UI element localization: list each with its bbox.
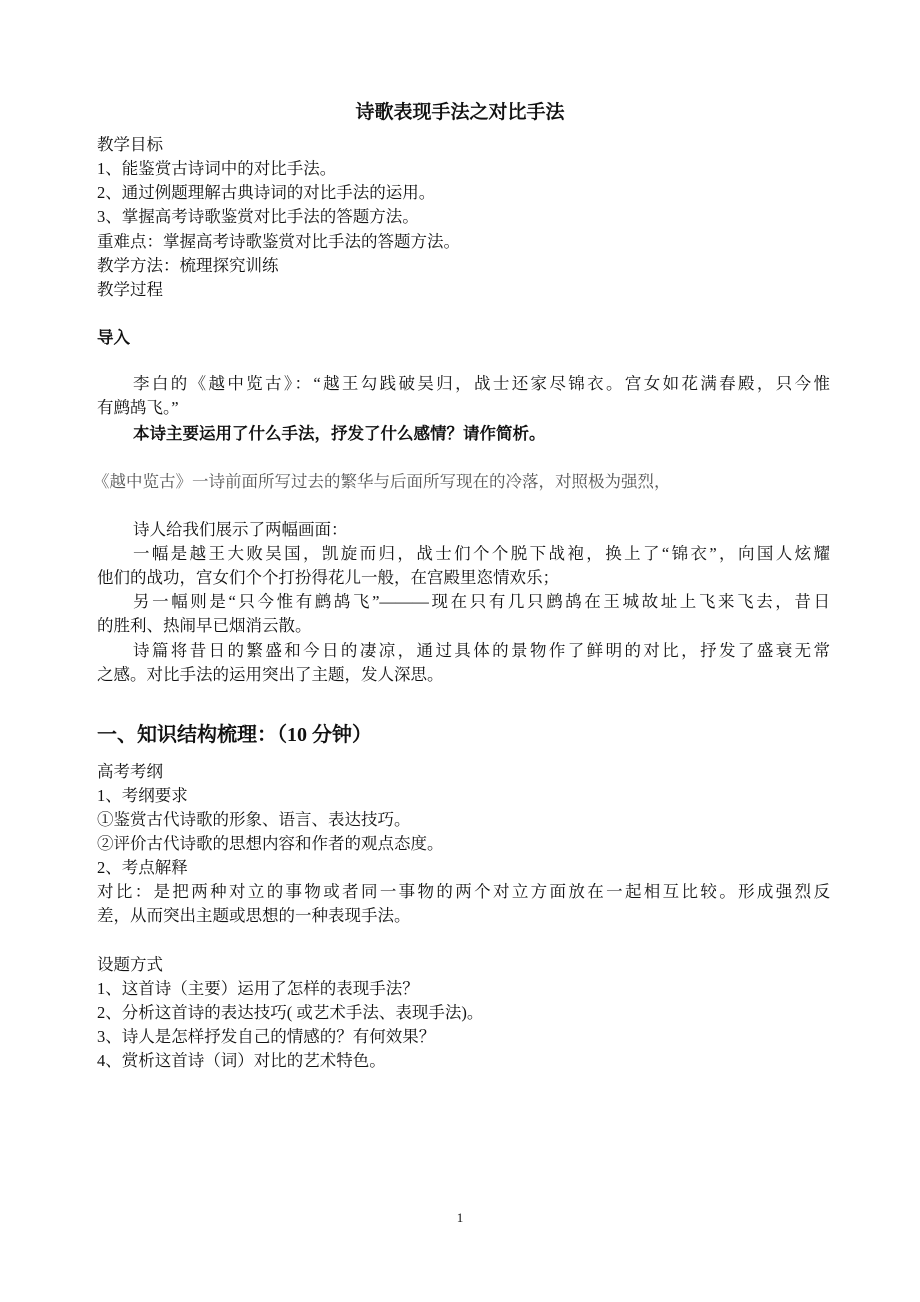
objective-item: 1、能鉴赏古诗词中的对比手法。 [97, 159, 337, 178]
intro-question: 本诗主要运用了什么手法，抒发了什么感情？请作简析。 [133, 424, 546, 443]
poem-line: 有鹧鸪飞。” [97, 398, 179, 417]
poem-line: 李白的《越中览古》：“越王勾践破吴归，战士还家尽锦衣。宫女如花满春殿，只今惟 [133, 374, 830, 393]
requirement-item: ①鉴赏古代诗歌的形象、语言、表达技巧。 [97, 810, 411, 829]
definition: 差，从而突出主题或思想的一种表现手法。 [97, 906, 411, 925]
paragraph: 他们的战功，宫女们个个打扮得花儿一般，在宫殿里恣情欢乐； [97, 568, 559, 587]
objectives-heading: 教学目标 [97, 135, 163, 154]
paragraph: 一幅是越王大败吴国，凯旋而归，战士们个个脱下战袍，换上了“锦衣”，向国人炫耀 [133, 544, 830, 563]
key-points: 重难点：掌握高考诗歌鉴赏对比手法的答题方法。 [97, 232, 460, 251]
page-title: 诗歌表现手法之对比手法 [355, 102, 565, 123]
paragraph: 另一幅则是“只今惟有鹧鸪飞”———现在只有几只鹧鸪在王城故址上飞来飞去，昔日 [133, 592, 830, 611]
question-item: 4、赏析这首诗（词）对比的艺术特色。 [97, 1051, 386, 1070]
requirements-heading: 1、考纲要求 [97, 786, 188, 805]
objective-item: 3、掌握高考诗歌鉴赏对比手法的答题方法。 [97, 207, 419, 226]
page-number: 1 [456, 1210, 464, 1225]
definition: 对比：是把两种对立的事物或者同一事物的两个对立方面放在一起相互比较。形成强烈反 [97, 882, 830, 901]
paragraph: 诗人给我们展示了两幅画面： [133, 520, 348, 539]
question-item: 1、这首诗（主要）运用了怎样的表现手法？ [97, 979, 419, 998]
paragraph: 之感。对比手法的运用突出了主题，发人深思。 [97, 665, 444, 684]
question-types-heading: 设题方式 [97, 955, 163, 974]
intro-heading: 导入 [97, 328, 130, 347]
answer-line: 《越中览古》一诗前面所写过去的繁华与后面所写现在的冷落，对照极为强烈， [93, 472, 671, 491]
paragraph: 诗篇将昔日的繁盛和今日的凄凉，通过具体的景物作了鲜明的对比，抒发了盛衰无常 [133, 641, 830, 660]
teaching-method: 教学方法：梳理探究训练 [97, 256, 279, 275]
explanation-heading: 2、考点解释 [97, 858, 188, 877]
question-item: 2、分析这首诗的表达技巧( 或艺术手法、表现手法)。 [97, 1003, 484, 1022]
outline-heading: 高考考纲 [97, 762, 163, 781]
objective-item: 2、通过例题理解古典诗词的对比手法的运用。 [97, 183, 436, 202]
section-heading: 一、知识结构梳理：（10 分钟） [97, 724, 372, 746]
question-item: 3、诗人是怎样抒发自己的情感的？有何效果？ [97, 1027, 436, 1046]
teaching-process: 教学过程 [97, 280, 163, 299]
requirement-item: ②评价古代诗歌的思想内容和作者的观点态度。 [97, 834, 444, 853]
paragraph: 的胜利、热闹早已烟消云散。 [97, 616, 312, 635]
